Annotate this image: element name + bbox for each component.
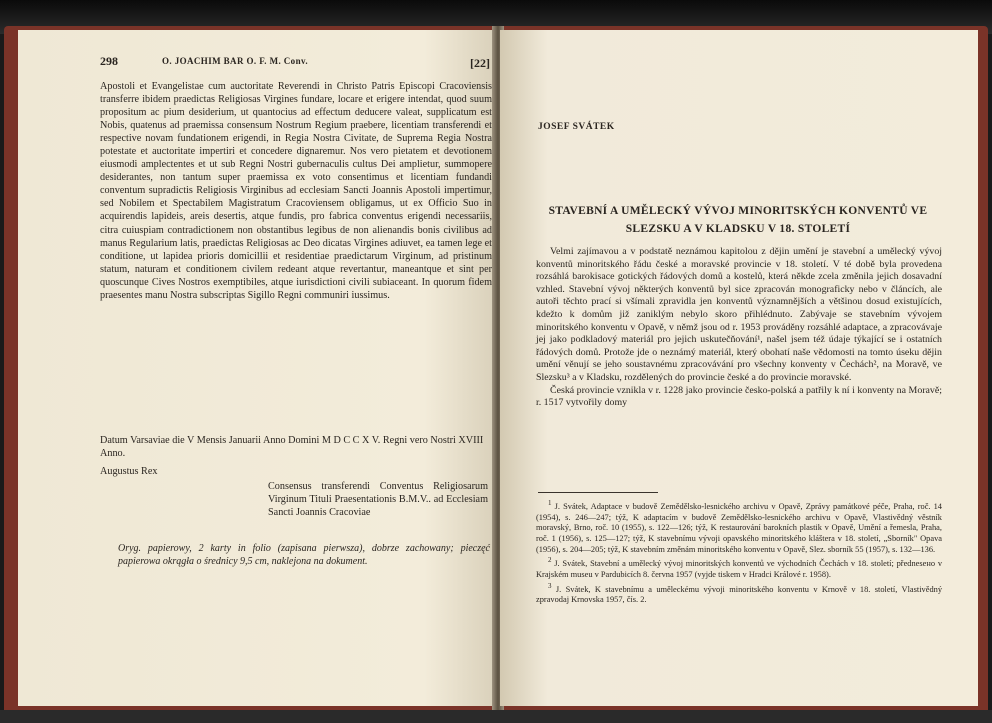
footnote	[536, 555, 942, 580]
dating-clause: Datum Varsaviae die V Mensis Januarii Anno Domini M D C C X V. Regni vero Nostri XVIII Anno.	[100, 435, 484, 459]
footnote-text: J. Svátek, Adaptace v budově Zemědělsko-lesnického archivu v Opavě, Zprávy památkové péče, Praha, roč. 14 (1954), s. 246—247; týž, K adaptacím v budově Zemědělsko-lesnického archivu v Opavě, Vlastivědný věstník moravský, Brno, roč. 10 (1955), s. 122—126; týž, K restaurování barokních plastik v Opavě, Umění a řemesla, Praha, roč. 1 (1956), s. 125—127; týž, K stavebnímu vývoji opavského minoritského kláštera v 18. století, „Sborník" Opava (1956), s. 204—205; týž, K stavebním změnám minoritského konventu v Opavě, Slez. sborník 55 (1957), s. 132—136.	[536, 501, 942, 554]
running-head-author: O. JOACHIM BAR O. F. M. Conv.	[162, 56, 309, 66]
footnote-number: 1	[548, 499, 552, 507]
source-note: Oryg. papierowy, 2 karty in folio (zapisana pierwsza), dobrze zachowany; pieczęć papierowa okrągła o średnicy 9,5 cm, naklejona na dokument.	[118, 543, 490, 567]
footnote	[536, 498, 942, 555]
left-page	[18, 30, 496, 706]
page-number: 298	[100, 54, 118, 68]
right-page	[500, 30, 978, 706]
latin-charter-text: Apostoli et Evangelistae cum auctoritate Reverendi in Christo Patris Episcopi Cracoviensis transferre ibidem praedictas Religiosas Virgines fundare, locare et erigere intendat, quod suum propositum ac pium desiderium, ut quantocius ad effectum deducere valeat, supplicatum est Nobis, quatenus ad praemissa consensum Nostrum Regium praebere, licentiam transferendi et respective novam fundationem erigendi, in Regia Nostra Civitate, de Suprema Regia Nostra potestate et auctoritate impertiri et concedere dignaremur. Nos vero pietatem et devotionem eiusmodi amplectentes et ut sub Regni Nostri gubernaculis cultus Dei amplietur, summopere desiderantes, non tantum super praemissa ex voto consentimus et licentiam fundandi conventum supradictis Religiosis Virginibus ad ecclesiam Sancti Joannis Apostoli impertimur, sed Nobilem et Spectabilem Magistratum Cracoviensem obligamus, ut ex Officio Suo in acquirendis lapideis, areis desertis, atque fundis, pro fabrica conventus erigendi necessariis, citra cuiuspiam contradictionem non obstantibus legibus de non alienandis bonis civilibus ad manus Regularium latis, praedictas Religiosas ac Deo dicatas Virgines adiuvet, ea tamen lege et conditione, ut lapidea prioris domicillii et residentiae praedictarum Virginum, ad pristinum statum, naturam et conditionem civilem redeant atque revertantur, maneantque et sint per quoscunque Cives Nostros exemptibiles, atque iurisdictioni civili subiaceant. In quorum fidem praesentes manu Nostra subscriptas Sigillo Regni communiri iussimus.	[100, 81, 492, 301]
article-title: STAVEBNÍ A UMĚLECKÝ VÝVOJ MINORITSKÝCH KONVENTŮ VE SLEZSKU A V KLADSKU V 18. STOLETÍ	[548, 205, 928, 235]
royal-signature: Augustus Rex	[100, 466, 158, 477]
footnote-rule	[538, 492, 658, 493]
paragraph: Velmi zajímavou a v podstatě neznámou kapitolou z dějin umění je stavební a umělecký vývoj konventů minoritského řádu české a moravské provincie v 18. století. V té době byla provedena rozsáhlá barokisace gotických řádových domů a kostelů, která někde zcela změnila jejich dosavadní vzhled. Stavební vývoj některých konventů byl sice zpracován monograficky nebo v článcích, ale autoři těchto prací si všímali zpravidla jen konventů významnějších a většinou dosud existujících, kdežto k domům již zaniklým nebylo skoro přihlédnuto. Zabývaje se stavebním vývojem minoritského konventu v Opavě, v němž jsou od r. 1953 prováděny rozsáhlé adaptace, a zpracovávaje jej jako podkladový materiál pro jejich uskutečňování¹, našel jsem též údaje týkající se i ostatních řádových domů. Protože jde o neznámý materiál, který obohatí naše vědomosti na tomto úseku dějin umění věnují se jeho soustavnému zpracovávání pro všechny konventy v Čechách², na Moravě, ve Slezsku³ a v Kladsku, rozdělených do provincie české a do provincie moravské.	[536, 246, 942, 383]
footnote-text: J. Svátek, Stavební a umělecký vývoj minoritských konventů ve východních Čechách v 18. století; přednesено v Krajském museu v Pardubicích 8. června 1957 (vyjde tiskem v Hradci Králové r. 1958).	[536, 559, 943, 579]
footnote-text: J. Svátek, K stavebnímu a uměleckému vývoji minoritského konventu v Krnově v 18. století, Vlastivědný zpravodaj Krnovska 1957, čís. 2.	[536, 584, 943, 605]
footnote-number: 2	[548, 556, 552, 565]
article-author: JOSEF SVÁTEK	[538, 122, 615, 132]
article-body	[536, 246, 942, 410]
scan-bottom-edge	[0, 710, 992, 723]
paragraph: Česká provincie vznikla v r. 1228 jako provincie česko-polská a patřily k ní i konventy na Moravě; r. 1517 vytvořily domy	[536, 384, 942, 409]
footnote-number: 3	[548, 581, 552, 590]
footnotes	[536, 498, 942, 606]
endorsement: Consensus transferendi Conventus Religiosarum Virginum Tituli Praesentationis B.M.V.. ad Ecclesiam Sancti Joannis Cracoviae	[268, 481, 488, 518]
section-number: [22]	[470, 56, 490, 70]
footnote	[536, 581, 942, 606]
